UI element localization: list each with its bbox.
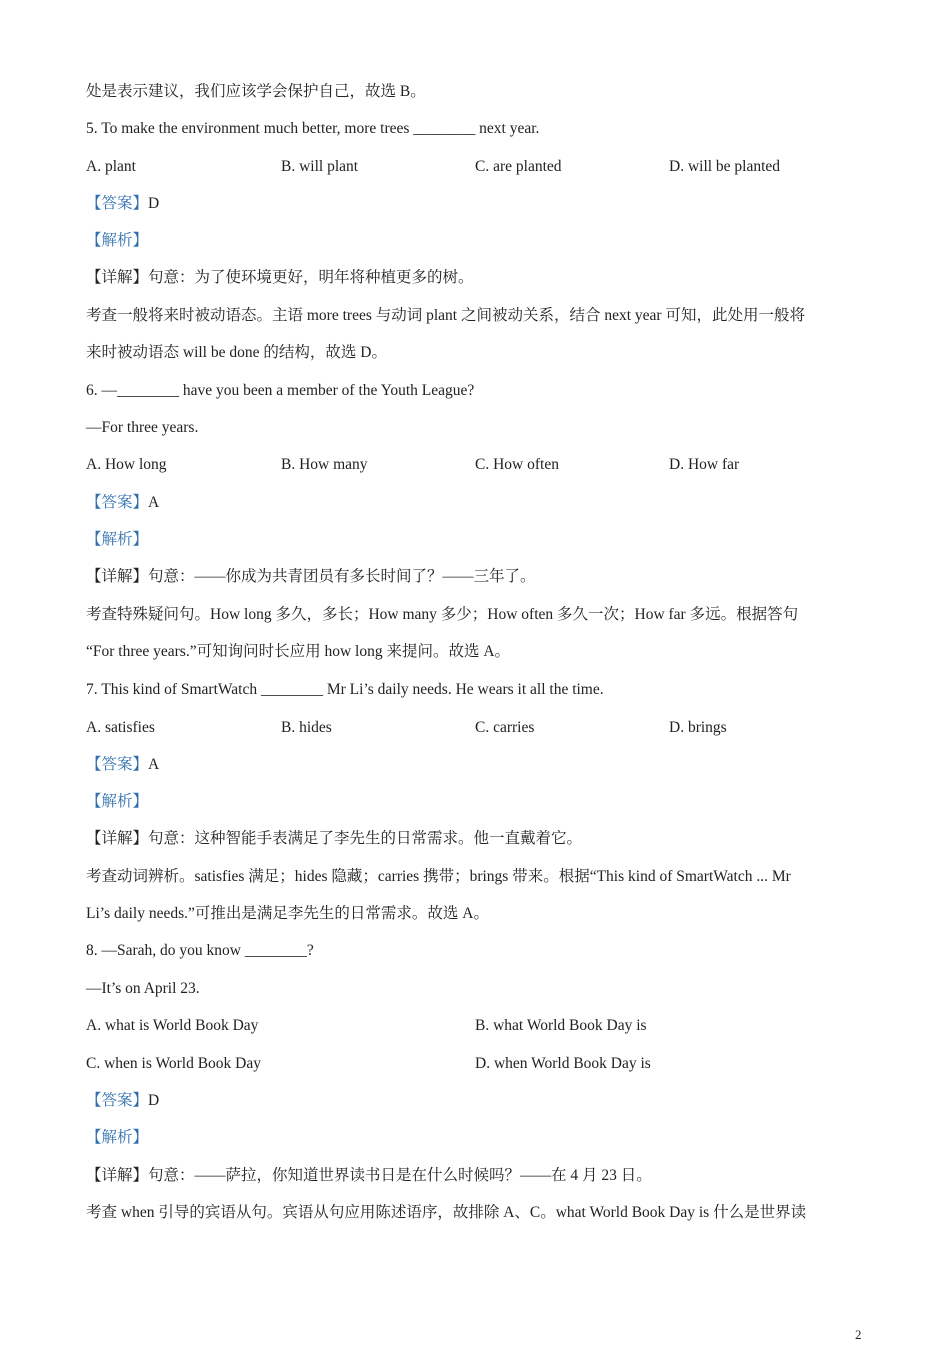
q7-analysis <box>86 792 148 812</box>
q6-option-b: B. How many <box>281 456 368 473</box>
question-8-stem: 8. —Sarah, do you know ________? <box>86 942 314 959</box>
q8-option-a: A. what is World Book Day <box>86 1017 259 1034</box>
q6-answer <box>86 493 159 513</box>
q5-option-d: D. will be planted <box>669 158 781 175</box>
answer-value: D <box>148 1092 160 1109</box>
q6-detail <box>86 567 536 587</box>
detail-text: 句意：——你成为共青团员有多长时间了？——三年了。 <box>148 568 536 585</box>
answer-value: A <box>148 756 160 773</box>
analysis-label: 【解析】 <box>86 531 149 548</box>
detail-text: 句意：为了使环境更好，明年将种植更多的树。 <box>148 269 474 286</box>
q6-option-a: A. How long <box>86 456 167 473</box>
detail-text: 句意：这种智能手表满足了李先生的日常需求。他一直戴着它。 <box>148 830 583 847</box>
answer-value: D <box>148 195 160 212</box>
q5-explanation-2: 来时被动语态 will be done 的结构，故选 D。 <box>86 344 387 361</box>
q5-detail <box>86 268 474 288</box>
q8-detail <box>86 1166 652 1186</box>
q8-answer <box>86 1091 159 1111</box>
q5-answer <box>86 194 159 214</box>
q5-option-b: B. will plant <box>281 158 359 175</box>
q8-option-d: D. when World Book Day is <box>475 1055 651 1072</box>
q5-option-a: A. plant <box>86 158 136 175</box>
q7-explanation-2: Li’s daily needs.”可推出是满足李先生的日常需求。故选 A。 <box>86 905 489 922</box>
question-7-stem: 7. This kind of SmartWatch ________ Mr Li’s daily needs. He wears it all the time. <box>86 681 604 698</box>
q6-option-c: C. How often <box>475 456 559 473</box>
q5-analysis <box>86 231 148 251</box>
q7-explanation-1: 考查动词辨析。satisfies 满足；hides 隐藏；carries 携带；brings 带来。根据“This kind of SmartWatch ... Mr <box>86 868 791 885</box>
detail-label: 【详解】 <box>86 1167 149 1184</box>
analysis-label: 【解析】 <box>86 1129 149 1146</box>
q6-analysis <box>86 530 148 550</box>
q8-explanation-1: 考查 when 引导的宾语从句。宾语从句应用陈述语序，故排除 A、C。what World Book Day is 什么是世界读 <box>86 1204 807 1221</box>
answer-label: 【答案】 <box>86 1092 149 1109</box>
q5-option-c: C. are planted <box>475 158 562 175</box>
q7-detail <box>86 829 582 849</box>
question-6-stem: 6. —________ have you been a member of the Youth League? <box>86 382 475 399</box>
detail-text: 句意：——萨拉，你知道世界读书日是在什么时候吗？——在 4 月 23 日。 <box>148 1167 652 1184</box>
text-line: 处是表示建议，我们应该学会保护自己，故选 B。 <box>86 83 426 100</box>
analysis-label: 【解析】 <box>86 232 149 249</box>
q5-explanation-1: 考查一般将来时被动语态。主语 more trees 与动词 plant 之间被动关系，结合 next year 可知，此处用一般将 <box>86 307 805 324</box>
question-6-reply: —For three years. <box>86 419 199 436</box>
q6-option-d: D. How far <box>669 456 740 473</box>
q7-option-c: C. carries <box>475 719 535 736</box>
detail-label: 【详解】 <box>86 568 149 585</box>
answer-label: 【答案】 <box>86 494 149 511</box>
question-8-reply: —It’s on April 23. <box>86 980 200 997</box>
q6-explanation-1: 考查特殊疑问句。How long 多久，多长；How many 多少；How often 多久一次；How far 多远。根据答句 <box>86 606 799 623</box>
analysis-label: 【解析】 <box>86 793 149 810</box>
detail-label: 【详解】 <box>86 269 149 286</box>
page-number: 2 <box>855 1327 862 1342</box>
q8-analysis <box>86 1128 148 1148</box>
question-5-stem: 5. To make the environment much better, more trees ________ next year. <box>86 120 540 137</box>
q8-option-c: C. when is World Book Day <box>86 1055 261 1072</box>
q7-option-b: B. hides <box>281 719 332 736</box>
detail-label: 【详解】 <box>86 830 149 847</box>
answer-label: 【答案】 <box>86 195 149 212</box>
q7-option-a: A. satisfies <box>86 719 155 736</box>
q7-answer <box>86 755 159 775</box>
answer-label: 【答案】 <box>86 756 149 773</box>
q7-option-d: D. brings <box>669 719 727 736</box>
answer-value: A <box>148 494 160 511</box>
q8-option-b: B. what World Book Day is <box>475 1017 647 1034</box>
q6-explanation-2: “For three years.”可知询问时长应用 how long 来提问。故选 A。 <box>86 643 511 660</box>
